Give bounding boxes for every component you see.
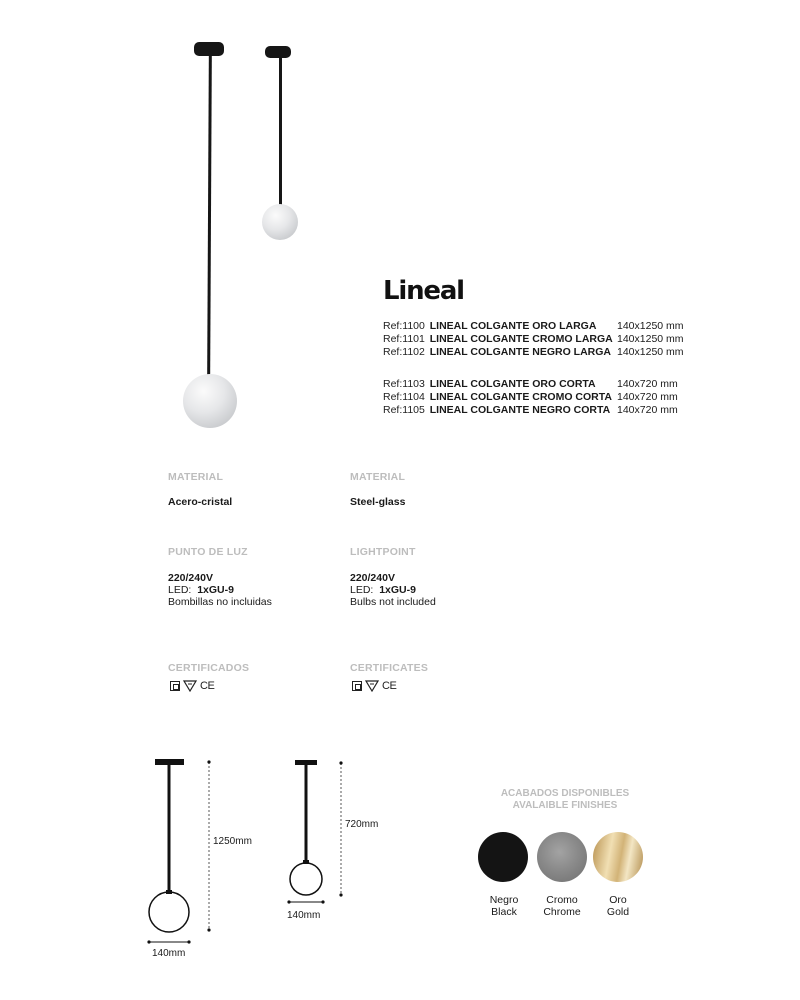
diagram-socket [166, 890, 172, 894]
short-height-label: 720mm [345, 819, 379, 830]
reference-gap [383, 359, 613, 378]
product-title: Lineal [383, 276, 464, 306]
reference-dimensions: 140x1250 mm [617, 320, 684, 332]
short-pendant-canopy [265, 46, 291, 58]
long-pendant-diagram [140, 755, 270, 955]
finish-name-es: Oro [609, 894, 627, 906]
led-line-en [350, 584, 416, 596]
reference-code: Ref:1105 [383, 404, 425, 416]
material-label-es: MATERIAL [168, 471, 224, 483]
reference-dimensions: 140x720 mm [617, 404, 678, 416]
bulbs-note-es: Bombillas no incluidas [168, 596, 272, 608]
short-width-label: 140mm [287, 910, 321, 921]
long-pendant-canopy [194, 42, 224, 56]
finish-label-gold [583, 894, 653, 918]
material-value-es: Acero-cristal [168, 496, 233, 508]
ce-mark-icon: CE [382, 680, 397, 692]
short-pendant-cable [279, 57, 282, 205]
long-height-label: 1250mm [213, 836, 252, 847]
reference-name: LINEAL COLGANTE CROMO CORTA [429, 391, 612, 403]
certification-icons-es [170, 680, 214, 692]
finish-name-en: Black [491, 906, 517, 918]
lightpoint-label-es: PUNTO DE LUZ [168, 546, 248, 558]
finishes-heading [470, 788, 660, 812]
led-value-es: 1xGU-9 [197, 584, 234, 596]
reference-name: LINEAL COLGANTE NEGRO LARGA [429, 346, 611, 358]
reference-row [383, 333, 684, 346]
reference-row [383, 378, 678, 391]
certificates-label-es: CERTIFICADOS [168, 662, 250, 674]
diagram-canopy [295, 760, 317, 765]
led-prefix-en: LED: [350, 584, 374, 596]
diagram-canopy [155, 759, 184, 765]
certificates-label-en: CERTIFICATES [350, 662, 429, 674]
material-value-en: Steel-glass [350, 496, 406, 508]
voltage-es: 220/240V [168, 572, 213, 584]
f-mark-triangle-icon [365, 680, 379, 692]
reference-row [383, 391, 678, 404]
finish-name-en: Gold [606, 906, 630, 918]
reference-name: LINEAL COLGANTE NEGRO CORTA [429, 404, 611, 416]
reference-row [383, 320, 684, 333]
reference-name: LINEAL COLGANTE ORO LARGA [429, 320, 597, 332]
finishes-heading-es: ACABADOS DISPONIBLES [500, 788, 630, 799]
double-insulation-icon [170, 681, 180, 691]
finish-name-es: Negro [489, 894, 519, 906]
ce-mark-icon: CE [200, 680, 215, 692]
lightpoint-label-en: LIGHTPOINT [350, 546, 416, 558]
reference-row [383, 404, 678, 417]
reference-dimensions: 140x1250 mm [617, 333, 684, 345]
diagram-rod [168, 765, 171, 893]
voltage-en: 220/240V [350, 572, 395, 584]
reference-code: Ref:1102 [383, 346, 425, 358]
led-value-en: 1xGU-9 [379, 584, 416, 596]
diagram-globe [290, 863, 322, 895]
reference-code: Ref:1100 [383, 320, 425, 332]
reference-list [383, 320, 684, 417]
certification-icons-en [352, 680, 396, 692]
led-prefix-es: LED: [168, 584, 192, 596]
reference-dimensions: 140x720 mm [617, 378, 678, 390]
reference-name: LINEAL COLGANTE CROMO LARGA [429, 333, 613, 345]
diagram-globe [149, 892, 189, 932]
long-pendant-globe [183, 374, 237, 428]
reference-dimensions: 140x1250 mm [617, 346, 684, 358]
led-line-es [168, 584, 234, 596]
material-label-en: MATERIAL [350, 471, 406, 483]
short-pendant-globe [262, 204, 298, 240]
short-pendant-diagram [280, 755, 360, 915]
finishes-heading-en: AVALAIBLE FINISHES [512, 800, 618, 811]
double-insulation-icon [352, 681, 362, 691]
finish-swatch-chrome [537, 832, 587, 882]
finish-swatch-black [478, 832, 528, 882]
reference-code: Ref:1101 [383, 333, 425, 345]
reference-dimensions: 140x720 mm [617, 391, 678, 403]
long-width-label: 140mm [152, 948, 186, 959]
long-pendant-cable [207, 55, 212, 375]
diagram-socket [303, 860, 309, 864]
diagram-rod [305, 765, 308, 862]
bulbs-note-en: Bulbs not included [350, 596, 436, 608]
finish-name-es: Cromo [546, 894, 578, 906]
f-mark-triangle-icon [183, 680, 197, 692]
finish-swatch-gold [593, 832, 643, 882]
reference-code: Ref:1103 [383, 378, 425, 390]
reference-code: Ref:1104 [383, 391, 425, 403]
reference-row [383, 346, 684, 359]
reference-name: LINEAL COLGANTE ORO CORTA [429, 378, 596, 390]
finish-name-en: Chrome [543, 906, 581, 918]
